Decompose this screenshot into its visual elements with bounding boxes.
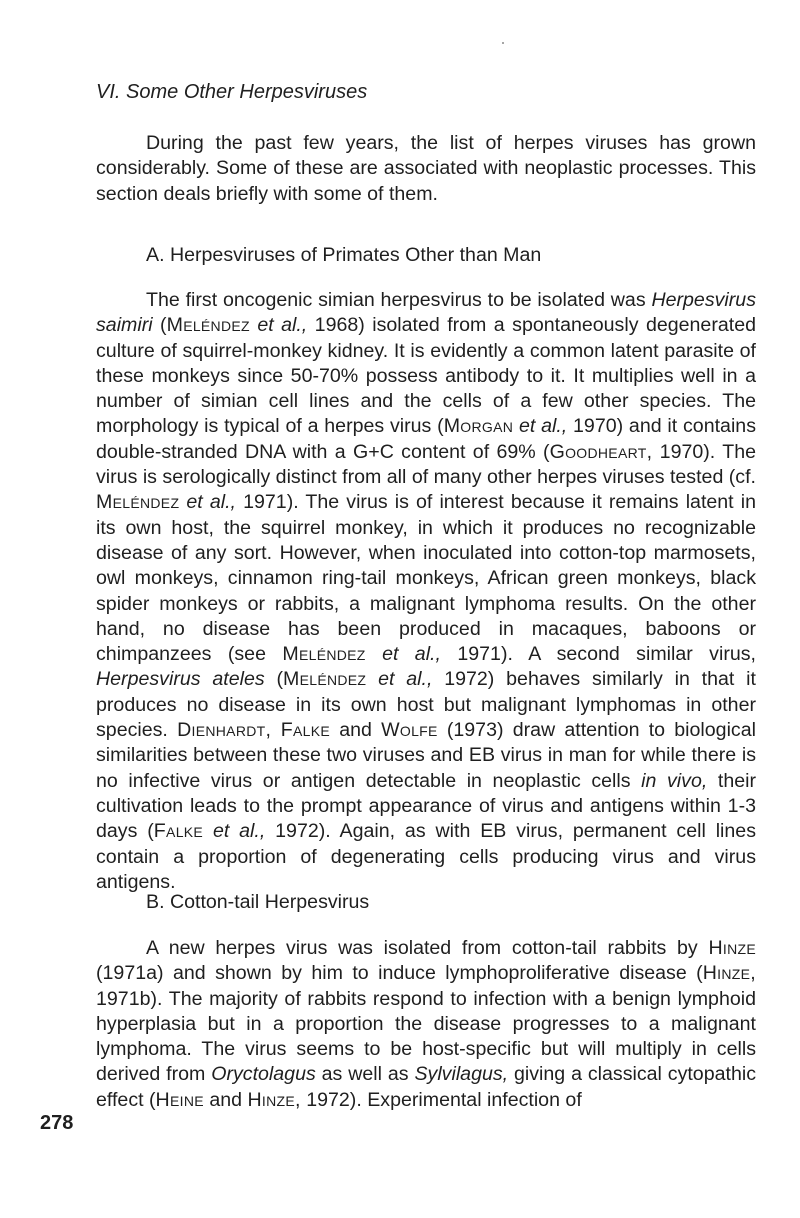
citation-etal: et al., <box>212 820 266 843</box>
species-name: Herpesvirus ateles <box>96 668 265 691</box>
intro-paragraph <box>96 131 756 207</box>
subsection-b-paragraph <box>96 936 756 1138</box>
primates-text <box>96 288 756 895</box>
text-run: The first oncogenic simian herpesvirus to be isolated was <box>146 289 652 311</box>
citation-etal: et al., <box>257 314 308 337</box>
author-name: Dienhardt, Falke <box>177 719 330 742</box>
text-run <box>366 643 382 665</box>
author-name: Falke <box>153 820 204 843</box>
text-run: 1972) behaves similarly in that it produces no disease in its own host but malignant lymphomas in other species. <box>96 668 756 742</box>
text-run: 1970) and it contains double-stranded DNA with a G+C content of 69% ( <box>96 415 756 463</box>
text-run: as well as <box>315 1063 415 1086</box>
cottontail-text <box>96 936 756 1113</box>
author-name: Goodheart, <box>549 440 653 463</box>
text-run: (1973) draw attention to biological similarities between these two viruses and EB virus in man for while there is no infective virus or antigen detectable in neoplastic cells <box>96 719 756 792</box>
text-run: and <box>330 719 382 742</box>
text-run: giving a classical cytopathic effect ( <box>96 1063 756 1111</box>
text-run <box>203 820 213 842</box>
text-run: 1970). The virus is serologically distinct from all of many other herpes viruses tested (cf. <box>96 440 756 489</box>
text-run: 1972). Experimental infection of <box>300 1088 582 1111</box>
latin-term: in vivo, <box>641 769 708 792</box>
text-run: 1971). The virus is of interest because it remains latent in its own host, the squirrel monkey, in which it produces no recognizable disease of any sort. However, when inoculated into cotton-top marmosets, owl monkeys, cinnamon ring-tail monkeys, African green monkeys, black spider monkeys or rabbits, a malignant lymphoma results. On the other hand, no disease has been produced in macaques, baboons or chimpanzees (see <box>96 491 756 666</box>
intro-text: During the past few years, the list of herpes viruses has grown considerably. Some of these are associated with neoplastic processes. This section deals briefly with some of them. <box>96 132 756 205</box>
citation-etal: et al., <box>518 415 568 438</box>
text-run: 1972). Again, as with EB virus, permanent cell lines contain a proportion of degenerating cells producing virus and virus antigens. <box>96 820 756 893</box>
section-heading: VI. Some Other Herpesviruses <box>96 81 368 103</box>
citation-etal: et al., <box>382 643 441 666</box>
author-name: Meléndez <box>96 491 180 514</box>
author-name: Hinze <box>708 937 756 959</box>
genus-name: Sylvilagus, <box>414 1063 509 1086</box>
text-run: A new herpes virus was isolated from cotton-tail rabbits by <box>146 937 709 959</box>
author-name: Heine <box>155 1088 204 1111</box>
citation-etal: et al., <box>378 668 433 691</box>
text-run: ( <box>264 668 283 691</box>
text-run: ( <box>152 314 167 337</box>
text-run: 1971b). The majority of rabbits respond to infection with a benign lymphoid hyperplasia but in a proportion the disease progresses to a malignant lymphoma. The virus seems to be host-specific but will multiply in cells derived from <box>96 987 756 1086</box>
page-number: 278 <box>40 1112 74 1134</box>
author-name: Morgan <box>443 415 514 438</box>
author-name: Hinze, <box>702 962 756 985</box>
print-speck <box>502 42 504 44</box>
text-run: 1971). A second similar virus, <box>440 643 756 666</box>
text-run: (1971a) and shown by him to induce lymphoproliferative disease ( <box>96 962 703 985</box>
subsection-a-heading: A. Herpesviruses of Primates Other than Man <box>146 244 542 266</box>
text-run: their cultivation leads to the prompt appearance of virus and antigens within 1-3 days ( <box>96 769 757 843</box>
genus-name: Oryctolagus <box>211 1063 316 1086</box>
text-run: 1968) isolated from a spontaneously degenerated culture of squirrel-monkey kidney. It is evidently a common latent parasite of these monkeys since 50-70% possess antibody to it. It multiplies well in a number of simian cell lines and the cells of a few other species. The morphology is typical of a herpes virus ( <box>96 314 756 438</box>
author-name: Meléndez <box>166 314 250 337</box>
author-name: Meléndez <box>282 668 367 691</box>
author-name: Hinze, <box>247 1088 301 1111</box>
author-name: Meléndez <box>282 643 366 666</box>
subsection-a-paragraph <box>96 288 757 893</box>
text-run: and <box>203 1088 248 1111</box>
species-name: Herpesvirus saimiri <box>96 289 756 337</box>
subsection-b-heading: B. Cotton-tail Herpesvirus <box>146 891 370 913</box>
author-name: Wolfe <box>381 719 438 742</box>
citation-etal: et al., <box>186 491 236 514</box>
text-run <box>366 668 378 690</box>
